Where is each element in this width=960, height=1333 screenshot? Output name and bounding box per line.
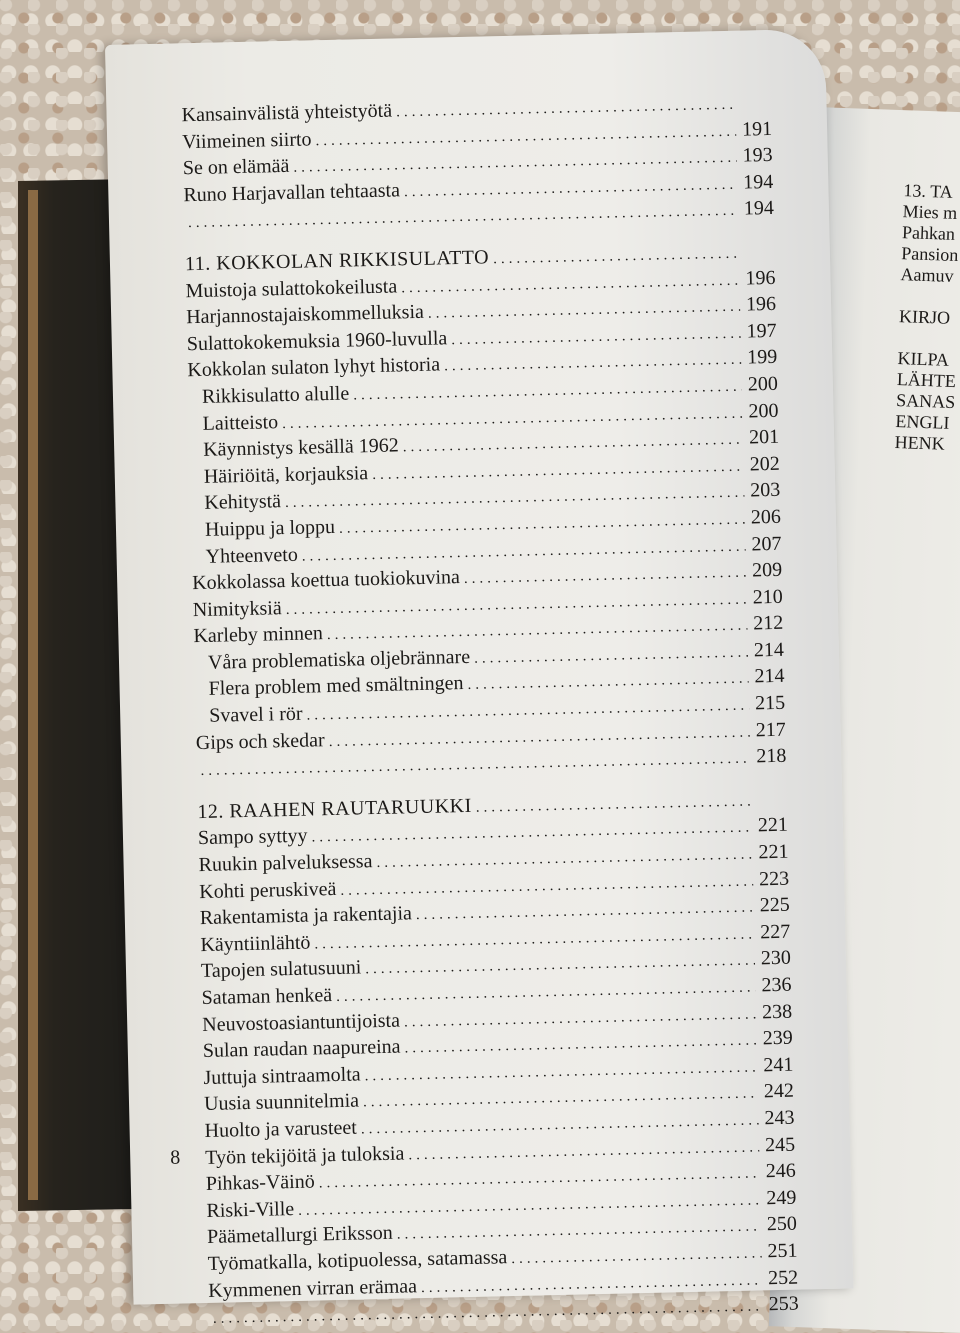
toc-entry-title: Yhteenveto: [205, 543, 299, 568]
toc-entry-page: 221: [757, 814, 789, 837]
toc-entry-title: Gips och skedar: [195, 728, 325, 754]
right-toc-line: Mies m: [902, 201, 958, 224]
right-toc-line: ENGLI: [895, 411, 950, 433]
toc-entry-page: 202: [749, 452, 780, 476]
toc-entry-title: Kokkolan sulaton lyhyt historia: [187, 353, 441, 382]
toc-entry-title: Runo Harjavallan tehtaasta: [183, 179, 401, 207]
toc-entry-page: 193: [742, 144, 773, 167]
toc-entry-title: Rikkisulatto alulle: [201, 382, 350, 408]
toc-entry-title: Pihkas-Väinö: [205, 1170, 315, 1196]
toc-entry-title: Kokkolassa koettua tuokiokuvina: [191, 566, 461, 595]
toc-entry-title: Rakentamista ja rakentajia: [199, 902, 413, 930]
toc-entry-page: 214: [754, 665, 785, 688]
toc-entry-page: 203: [750, 479, 781, 502]
toc-entry-page: 245: [764, 1133, 796, 1156]
toc-entry-title: Nimityksiä: [192, 596, 282, 621]
toc-entry-title: Juttuja sintraamolta: [203, 1063, 361, 1089]
toc-entry-page: 241: [763, 1053, 794, 1077]
toc-entry-page: 206: [750, 505, 782, 529]
toc-entry-page: [743, 257, 775, 258]
toc-entry-title: Sulan raudan naapureina: [202, 1035, 401, 1063]
toc-entry-page: [755, 805, 787, 806]
toc-entry-title: 11. KOKKOLAN RIKKISULATTO: [184, 246, 490, 276]
toc-entry-title: Huolto ja varusteet: [204, 1116, 358, 1142]
toc-entry-page: 252: [767, 1266, 799, 1289]
toc-entry-title: Huippu ja loppu: [204, 515, 336, 541]
toc-entry-page: 191: [741, 117, 773, 141]
toc-entry-page: 242: [763, 1080, 795, 1103]
toc-entry-page: 200: [747, 372, 779, 396]
toc-entry-title: Ruukin palveluksessa: [198, 850, 373, 877]
toc-entry-page: 236: [761, 973, 792, 997]
left-page: [105, 29, 853, 1316]
toc-entry-page: 218: [756, 744, 787, 768]
toc-entry-page: 239: [762, 1026, 793, 1050]
right-toc-line: LÄHTE: [896, 369, 957, 392]
toc-entry-title: Neuvostoasiantuntijoista: [202, 1009, 401, 1036]
right-toc-line: 13. TA: [903, 180, 954, 202]
toc-entry-page: 225: [759, 893, 790, 917]
page-number: 8: [170, 1146, 181, 1169]
toc-entry-title: Muistoja sulattokokeilusta: [185, 274, 398, 302]
toc-entry-title: Laitteisto: [202, 410, 279, 435]
toc-entry-title: Häiriöitä, korjauksia: [203, 461, 369, 488]
toc-entry-title: Viimeinen siirto: [181, 127, 312, 153]
toc-entry-page: 217: [755, 718, 786, 742]
right-toc-line: KILPA: [897, 348, 950, 370]
book-spine-edge: [28, 190, 38, 1200]
right-toc-line: HENK: [894, 432, 946, 454]
toc-entry-title: Riski-Ville: [206, 1197, 295, 1222]
table-of-contents: [181, 90, 799, 1332]
toc-entry-title: Kehitystä: [204, 490, 282, 515]
toc-entry-page: 230: [760, 947, 792, 970]
toc-entry-title: Kymmenen virran erämaa: [208, 1274, 418, 1302]
toc-entry-title: Harjannostajaiskommelluksia: [185, 300, 425, 329]
toc-entry-page: 223: [758, 867, 790, 890]
toc-entry-title: Se on elämää: [182, 155, 290, 180]
right-toc-line: Aamuv: [900, 264, 954, 286]
spacer: [898, 327, 960, 351]
toc-entry-page: 200: [748, 399, 779, 423]
toc-entry-page: 251: [767, 1239, 798, 1263]
toc-entry-page: 221: [758, 840, 789, 864]
toc-entry-page: 209: [751, 558, 783, 582]
toc-entry-title: Sulattokokemuksia 1960-luvulla: [186, 327, 448, 355]
toc-entry-title: Käynnistys kesällä 1962: [202, 434, 399, 461]
toc-entry-page: 207: [751, 532, 782, 555]
toc-entry-page: 194: [743, 197, 775, 220]
toc-entry-title: Käyntiinlähtö: [200, 931, 311, 956]
toc-entry-page: 238: [761, 1000, 793, 1023]
right-toc-line: SANAS: [895, 390, 956, 413]
toc-entry-title: 12. RAAHEN RAUTARUUKKI: [197, 794, 472, 823]
toc-entry-title: Kohti peruskiveä: [198, 877, 337, 903]
toc-entry-page: 197: [746, 319, 777, 343]
toc-entry-page: 196: [745, 293, 777, 316]
toc-entry-title: Työn tekijöitä ja tuloksia: [205, 1142, 405, 1169]
toc-entry-page: 249: [766, 1186, 797, 1210]
toc-entry-page: 215: [754, 691, 786, 715]
toc-entry-page: 243: [764, 1106, 795, 1130]
toc-entry-title: Våra problematiska oljebrännare: [207, 645, 471, 674]
right-toc-line: KIRJO: [898, 306, 951, 328]
toc-entry-page: [740, 108, 772, 109]
toc-entry-page: 201: [748, 425, 780, 449]
toc-entry-page: 250: [766, 1212, 798, 1236]
right-page-toc: [894, 180, 960, 456]
toc-entry-title: Työmatkalla, kotipuolessa, satamassa: [207, 1246, 508, 1275]
right-toc-line: Pahkan: [901, 222, 956, 244]
toc-entry-title: Kansainvälistä yhteistyötä: [181, 99, 393, 127]
toc-entry-title: Flera problem med smältningen: [208, 672, 464, 701]
toc-entry-page: 227: [760, 920, 791, 944]
toc-entry-page: 212: [753, 612, 784, 635]
toc-entry-title: Karleby minnen: [193, 622, 324, 648]
toc-entry-page: 253: [768, 1292, 799, 1316]
toc-entry-page: 196: [745, 266, 776, 290]
toc-entry-title: Svavel i rör: [208, 702, 303, 727]
spacer: [899, 285, 960, 309]
toc-entry-page: 246: [765, 1159, 796, 1183]
toc-entry-title: Uusia suunnitelmia: [203, 1089, 360, 1116]
toc-entry-title: Tapojen sulatusuuni: [200, 956, 362, 983]
toc-entry-page: 214: [753, 638, 785, 662]
toc-entry-page: 210: [752, 585, 783, 609]
toc-entry-page: 194: [743, 170, 774, 194]
toc-entry-title: Sataman henkeä: [201, 984, 333, 1010]
toc-entry-page: 199: [747, 346, 778, 369]
toc-entry-title: Sampo syttyy: [197, 825, 308, 850]
right-toc-line: Pansion: [900, 243, 959, 266]
toc-entry-title: Päämetallurgi Eriksson: [206, 1222, 393, 1249]
